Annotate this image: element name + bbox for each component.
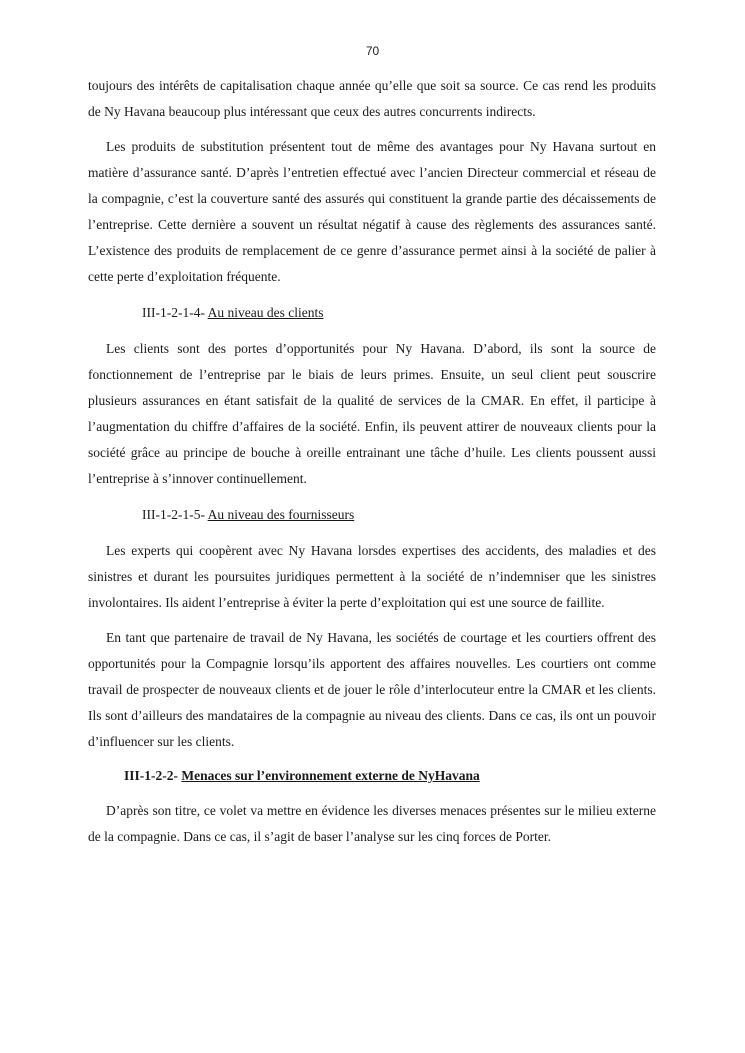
section-heading-menaces xyxy=(88,763,656,789)
section-number: III-1-2-1-4- xyxy=(142,305,208,320)
section-heading-clients xyxy=(88,300,656,326)
paragraph-experts: Les experts qui coopèrent avec Ny Havana lorsdes expertises des accidents, des maladies et des sinistres et durant les poursuites juridiques permettent à la société de n’indemniser que les sinistres involontaires. Ils aident l’entreprise à éviter la perte d’exploitation qui est une source de faillite. xyxy=(88,543,656,610)
paragraph-porter: D’après son titre, ce volet va mettre en évidence les diverses menaces présentes sur le milieu externe de la compagnie. Dans ce cas, il s’agit de baser l’analyse sur les cinq forces de Porter. xyxy=(88,803,656,844)
section-number: III-1-2-2- xyxy=(124,768,182,783)
document-body xyxy=(88,73,656,850)
paragraph-clients: Les clients sont des portes d’opportunités pour Ny Havana. D’abord, ils sont la source de fonctionnement de l’entreprise par le biais de leurs primes. Ensuite, un seul client peut souscrire plusieurs assurances en étant satisfait de la qualité de services de la CMAR. En effet, il participe à l’augmentation du chiffre d’affaires de la société. Enfin, ils peuvent attirer de nouveaux clients pour la société grâce au principe de bouche à oreille entrainant une tâche d’huile. Les clients poussent aussi l’entreprise à s’innover continuellement. xyxy=(88,341,656,486)
section-heading-fournisseurs xyxy=(88,502,656,528)
paragraph-substitution: Les produits de substitution présentent tout de même des avantages pour Ny Havana surtout en matière d’assurance santé. D’après l’entretien effectué avec l’ancien Directeur commercial et réseau de la compagnie, c’est la couverture santé des assurés qui constituent la grande partie des décaissements de l’entreprise. Cette dernière a souvent un résultat négatif à cause des règlements des assurances santé. L’existence des produits de remplacement de ce genre d’assurance permet ainsi à la société de palier à cette perte d’exploitation fréquente. xyxy=(88,139,656,284)
section-title: Au niveau des clients xyxy=(207,305,324,320)
paragraph-capitalisation: toujours des intérêts de capitalisation chaque année qu’elle que soit sa source. Ce cas rend les produits de Ny Havana beaucoup plus intéressant que ceux des autres concurrents indirects. xyxy=(88,78,656,119)
section-number: III-1-2-1-5- xyxy=(142,507,208,522)
section-title: Menaces sur l’environnement externe de NyHavana xyxy=(181,768,480,783)
page-number: 70 xyxy=(365,44,380,58)
paragraph-courtiers: En tant que partenaire de travail de Ny Havana, les sociétés de courtage et les courtiers offrent des opportunités pour la Compagnie lorsqu’ils apportent des affaires nouvelles. Les courtiers ont comme travail de prospecter de nouveaux clients et de jouer le rôle d’interlocuteur entre la CMAR et les clients. Ils sont d’ailleurs des mandataires de la compagnie au niveau des clients. Dans ce cas, ils ont un pouvoir d’influencer sur les clients. xyxy=(88,630,656,749)
section-title: Au niveau des fournisseurs xyxy=(207,507,355,522)
